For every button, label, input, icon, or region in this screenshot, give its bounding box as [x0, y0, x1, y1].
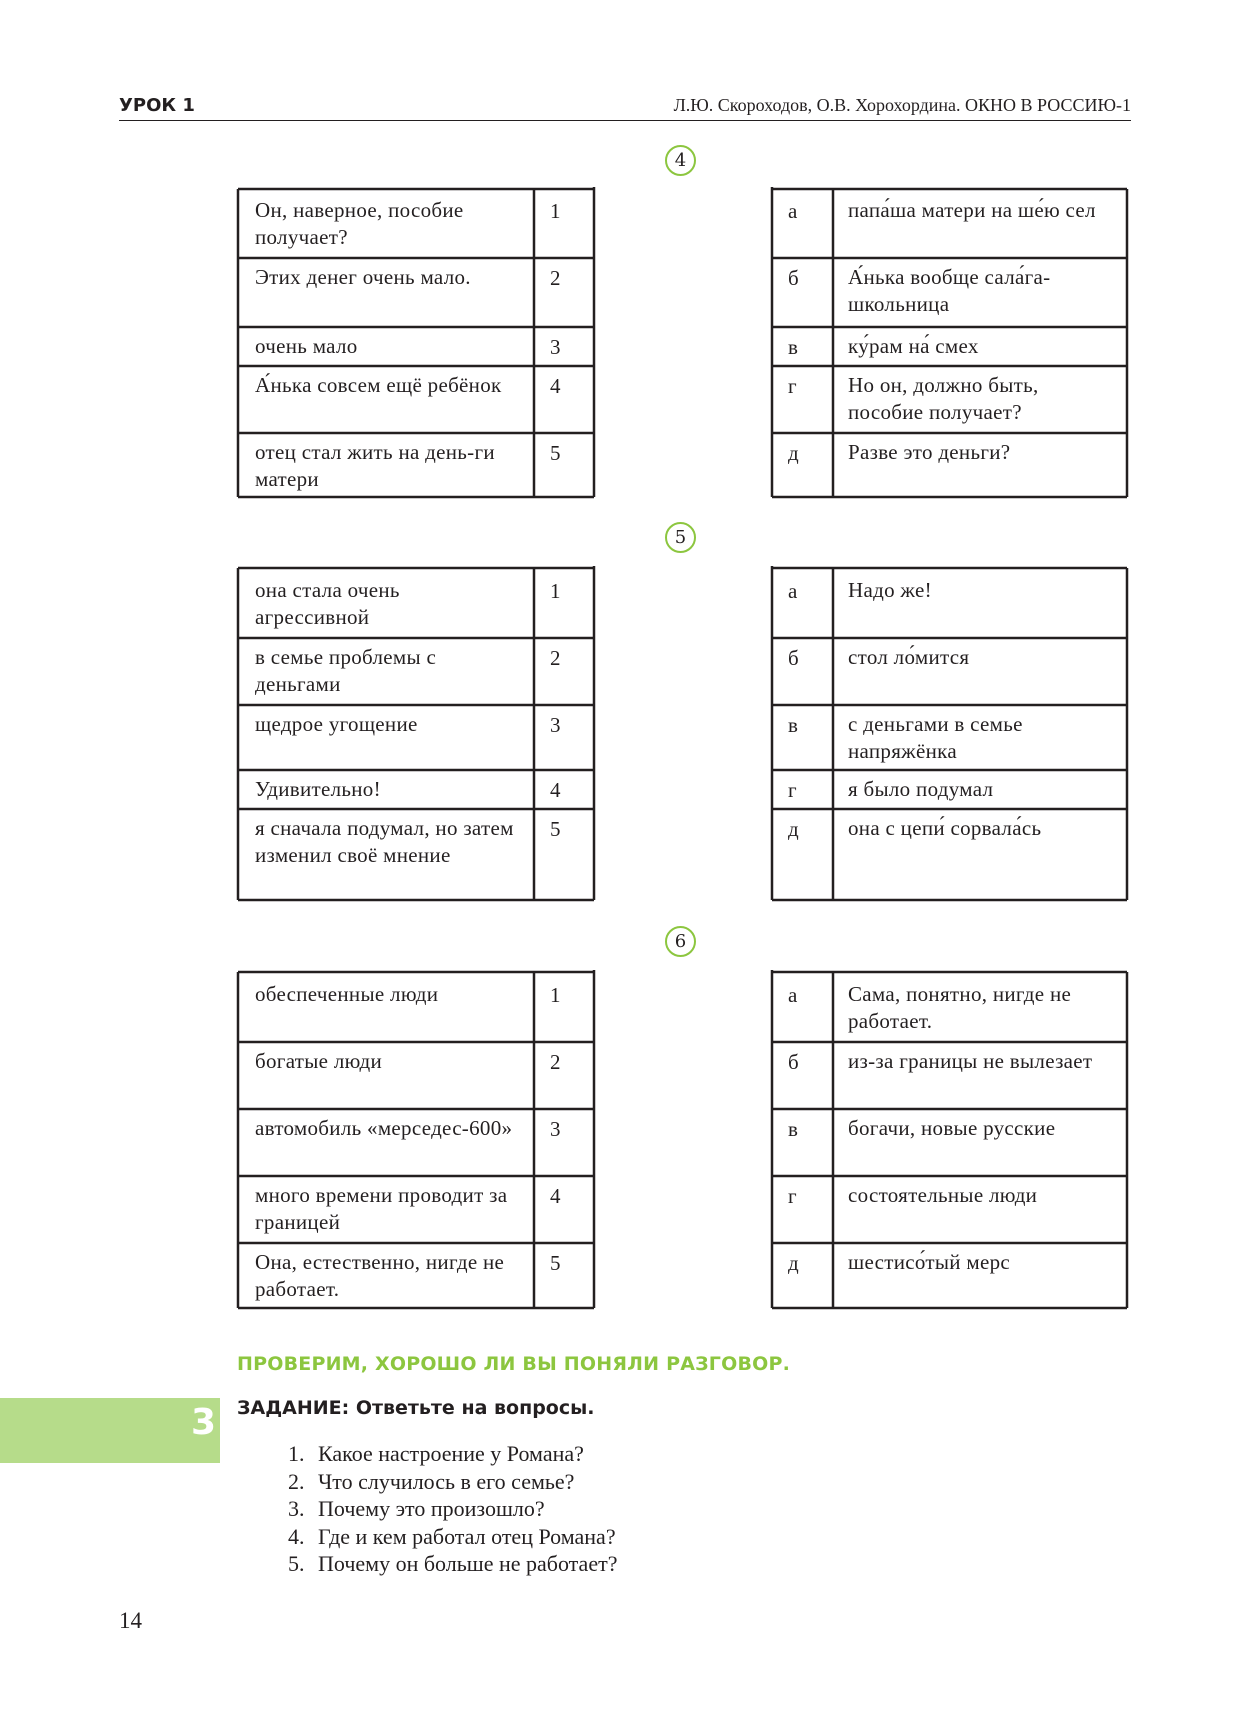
table-right-cell: Сама, понятно, нигде не работает.: [848, 982, 1072, 1033]
table-row-number: 4: [550, 374, 561, 398]
table-right-cell: ку́рам на́ смех: [848, 334, 979, 358]
table-row-letter: д: [788, 441, 799, 465]
table-row-letter: а: [788, 983, 798, 1007]
table-row-letter: в: [788, 713, 798, 737]
table-left-cell: Она, естественно, нигде не работает.: [255, 1250, 505, 1301]
table-row-number: 2: [550, 1050, 561, 1074]
section-heading: ПРОВЕРИМ, ХОРОШО ЛИ ВЫ ПОНЯЛИ РАЗГОВОР.: [237, 1353, 791, 1375]
table-left-cell: Удивительно!: [255, 777, 381, 801]
table-row-letter: д: [788, 817, 799, 841]
table-row-letter: а: [788, 199, 798, 223]
table-left-cell: А́нька совсем ещё ребёнок: [255, 373, 502, 397]
task-number: 3: [191, 1402, 217, 1443]
table-row-letter: г: [788, 1184, 797, 1208]
table-row-letter: г: [788, 374, 797, 398]
table-right-cell: состоятельные люди: [848, 1183, 1038, 1207]
table-left-cell: отец стал жить на день-ги матери: [255, 440, 495, 491]
lesson-label: УРОК 1: [119, 95, 195, 116]
question-number: 1.: [288, 1441, 305, 1466]
table-row-letter: б: [788, 646, 799, 670]
task-title: ЗАДАНИЕ: Ответьте на вопросы.: [237, 1397, 595, 1419]
table-row-number: 5: [550, 817, 561, 841]
table-row-number: 1: [550, 983, 561, 1007]
table-row-number: 4: [550, 1184, 561, 1208]
question-text: Какое настроение у Романа?: [318, 1441, 584, 1466]
list-item: [288, 1495, 617, 1523]
table-row-number: 3: [550, 1117, 561, 1141]
table-right-cell: Разве это деньги?: [848, 440, 1011, 464]
table-right-cell: Надо же!: [848, 578, 932, 602]
table-right-cell: папа́ша матери на ше́ю сел: [848, 198, 1096, 222]
list-item: [288, 1550, 617, 1578]
table-left-cell: много времени проводит за границей: [255, 1183, 508, 1234]
table-left-cell: я сначала подумал, но затем изменил своё мнение: [255, 816, 514, 867]
table-left-cell: обеспеченные люди: [255, 982, 439, 1006]
table-right-cell: она с цепи́ сорвала́сь: [848, 816, 1042, 840]
table-right-cell: из-за границы не вылезает: [848, 1049, 1093, 1073]
page-number: 14: [119, 1608, 142, 1633]
question-text: Почему он больше не работает?: [318, 1551, 618, 1576]
exercise-badge-5: 5: [665, 522, 696, 553]
list-item: [288, 1468, 617, 1496]
table-left-cell: Он, наверное, пособие получает?: [255, 198, 464, 249]
table-left-cell: щедрое угощение: [255, 712, 418, 736]
table-left-cell: автомобиль «мерседес-600»: [255, 1116, 513, 1140]
table-row-letter: г: [788, 778, 797, 802]
question-text: Что случилось в его семье?: [318, 1468, 575, 1494]
question-number: 3.: [288, 1496, 305, 1521]
table-left-cell: Этих денег очень мало.: [255, 265, 471, 289]
table-row-number: 2: [550, 266, 561, 290]
question-number: 2.: [288, 1468, 305, 1494]
question-number: 5.: [288, 1551, 305, 1576]
table-row-number: 4: [550, 778, 561, 802]
table-row-letter: а: [788, 579, 798, 603]
list-item: [288, 1440, 617, 1468]
table-row-letter: б: [788, 1050, 799, 1074]
question-list: [288, 1440, 617, 1578]
table-left-cell: она стала очень агрессивной: [255, 578, 400, 629]
exercise-badge-4: 4: [665, 145, 696, 176]
question-text: Где и кем работал отец Романа?: [318, 1523, 616, 1549]
table-row-number: 2: [550, 646, 561, 670]
table-right-cell: А́нька вообще сала́га-школьница: [848, 265, 1051, 316]
table-right-cell: Но он, должно быть, пособие получает?: [848, 373, 1039, 424]
table-row-letter: б: [788, 266, 799, 290]
list-item: [288, 1523, 617, 1551]
exercise-badge-6: 6: [665, 926, 696, 957]
table-row-number: 1: [550, 579, 561, 603]
table-right-cell: я было подумал: [848, 777, 994, 801]
table-row-number: 3: [550, 335, 561, 359]
table-row-number: 5: [550, 1251, 561, 1275]
table-row-number: 5: [550, 441, 561, 465]
table-left-cell: в семье проблемы с деньгами: [255, 645, 437, 696]
question-text: Почему это произошло?: [318, 1496, 545, 1521]
table-right-cell: с деньгами в семье напряжёнка: [848, 712, 1023, 763]
table-left-cell: очень мало: [255, 334, 358, 358]
book-title: Л.Ю. Скороходов, О.В. Хорохордина. ОКНО В РОССИЮ-1: [673, 95, 1131, 115]
question-number: 4.: [288, 1523, 305, 1549]
table-left-cell: богатые люди: [255, 1049, 383, 1073]
table-row-letter: д: [788, 1251, 799, 1275]
table-right-cell: богачи, новые русские: [848, 1116, 1056, 1140]
table-row-number: 1: [550, 199, 561, 223]
task-number-block: [0, 1398, 220, 1463]
table-row-letter: в: [788, 1117, 798, 1141]
table-row-number: 3: [550, 713, 561, 737]
table-right-cell: шестисо́тый мерс: [848, 1250, 1010, 1274]
table-row-letter: в: [788, 335, 798, 359]
table-right-cell: стол ло́мится: [848, 645, 970, 669]
